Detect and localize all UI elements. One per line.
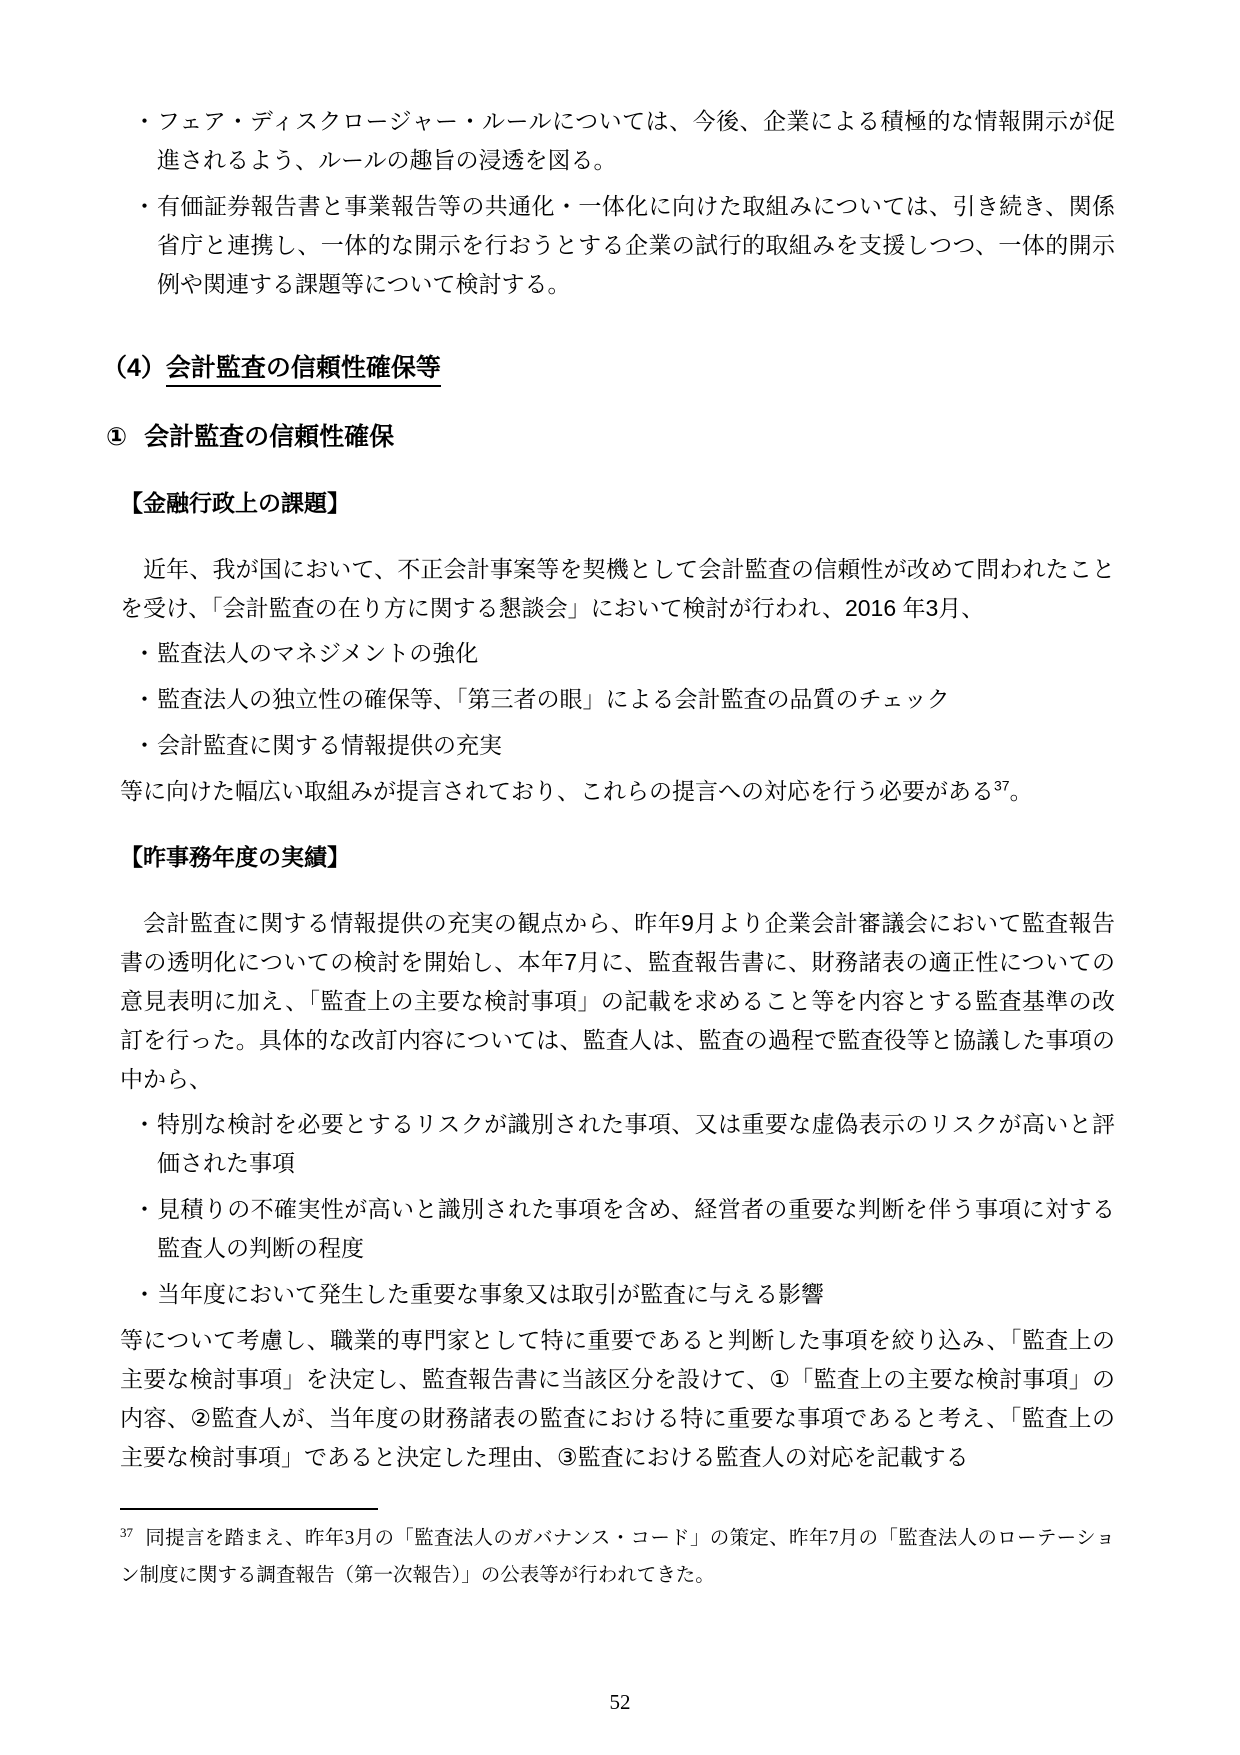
bullet-icon: ・ — [133, 686, 156, 712]
results-closing: 等について考慮し、職業的専門家として特に重要であると判断した事項を絞り込み、「監査上の主要な検討事項」を決定し、監査報告書に当該区分を設けて、①「監査上の主要な検討事項」の内容、②監査人が、当年度の財務諸表の監査における特に重要な事項であると考え、「監査上の主要な検討事項」であると決定した理由、③監査における監査人の対応を記載する — [120, 1327, 1115, 1470]
bullet-icon: ・ — [133, 108, 156, 134]
subsection-heading — [106, 417, 1115, 457]
bullet-text: 会計監査に関する情報提供の充実 — [157, 732, 502, 758]
footnote-ref-37: 37 — [994, 777, 1010, 794]
bullet-item — [120, 726, 1115, 765]
section-heading — [102, 348, 1115, 388]
subsection-number: ① — [106, 423, 128, 451]
bullet-text: 監査法人の独立性の確保等、「第三者の眼」による会計監査の品質のチェック — [157, 686, 950, 712]
bullet-text: フェア・ディスクロージャー・ルールについては、今後、企業による積極的な情報開示が促進されるよう、ルールの趣旨の浸透を図る。 — [157, 108, 1115, 173]
results-paragraph: 会計監査に関する情報提供の充実の観点から、昨年9月より企業会計審議会において監査報告書の透明化についての検討を開始し、本年7月に、監査報告書に、財務諸表の適正性についての意見表明に加え、「監査上の主要な検討事項」の記載を求めること等を内容とする監査基準の改訂を行った。具体的な改訂内容については、監査人は、監査の過程で監査役等と協議した事項の中から、 — [120, 910, 1115, 1092]
subsection-title: 会計監査の信頼性確保 — [144, 423, 395, 451]
issues-bullet-list — [120, 634, 1115, 765]
section-number: （4） — [102, 354, 166, 382]
results-bullet-list — [120, 1105, 1115, 1314]
top-bullet-list — [120, 102, 1115, 304]
bullet-icon: ・ — [133, 1281, 156, 1307]
section-title: 会計監査の信頼性確保等 — [166, 354, 441, 387]
footnote-marker: 37 — [120, 1524, 133, 1540]
bullet-item — [120, 680, 1115, 719]
bullet-item — [120, 1275, 1115, 1314]
footnote-paragraph — [120, 1520, 1115, 1594]
bullet-icon: ・ — [133, 193, 156, 219]
bullet-text: 監査法人のマネジメントの強化 — [157, 640, 479, 666]
results-heading: 【昨事務年度の実績】 — [120, 844, 350, 870]
bullet-icon: ・ — [133, 1196, 156, 1222]
footnote — [120, 1508, 1115, 1594]
bullet-item — [120, 1190, 1115, 1268]
bullet-item — [120, 634, 1115, 673]
bullet-text: 特別な検討を必要とするリスクが識別された事項、又は重要な虚偽表示のリスクが高いと評価された事項 — [157, 1111, 1115, 1176]
bullet-text: 見積りの不確実性が高いと識別された事項を含め、経営者の重要な判断を伴う事項に対する監査人の判断の程度 — [157, 1196, 1115, 1261]
issues-closing-period: 。 — [1009, 778, 1033, 804]
issues-closing — [120, 772, 1115, 811]
bullet-item — [120, 102, 1115, 180]
footnote-rule — [120, 1508, 378, 1510]
issues-closing-text: 等に向けた幅広い取組みが提言されており、これらの提言への対応を行う必要がある — [120, 778, 994, 804]
bullet-icon: ・ — [133, 1111, 156, 1137]
bullet-icon: ・ — [133, 640, 156, 666]
bullet-item — [120, 1105, 1115, 1183]
issues-heading: 【金融行政上の課題】 — [120, 490, 350, 516]
footnote-text: 同提言を踏まえ、昨年3月の「監査法人のガバナンス・コード」の策定、昨年7月の「監査法人のローテーション制度に関する調査報告（第一次報告）」の公表等が行われてきた。 — [120, 1528, 1115, 1586]
bullet-text: 有価証券報告書と事業報告等の共通化・一体化に向けた取組みについては、引き続き、関係省庁と連携し、一体的な開示を行おうとする企業の試行的取組みを支援しつつ、一体的開示例や関連する課題等について検討する。 — [157, 193, 1115, 297]
bullet-icon: ・ — [133, 732, 156, 758]
issues-paragraph: 近年、我が国において、不正会計事案等を契機として会計監査の信頼性が改めて問われたことを受け、「会計監査の在り方に関する懇談会」において検討が行われ、2016 年3月、 — [120, 556, 1115, 621]
page-number: 52 — [609, 1690, 631, 1714]
bullet-item — [120, 187, 1115, 304]
bullet-text: 当年度において発生した重要な事象又は取引が監査に与える影響 — [157, 1281, 824, 1307]
